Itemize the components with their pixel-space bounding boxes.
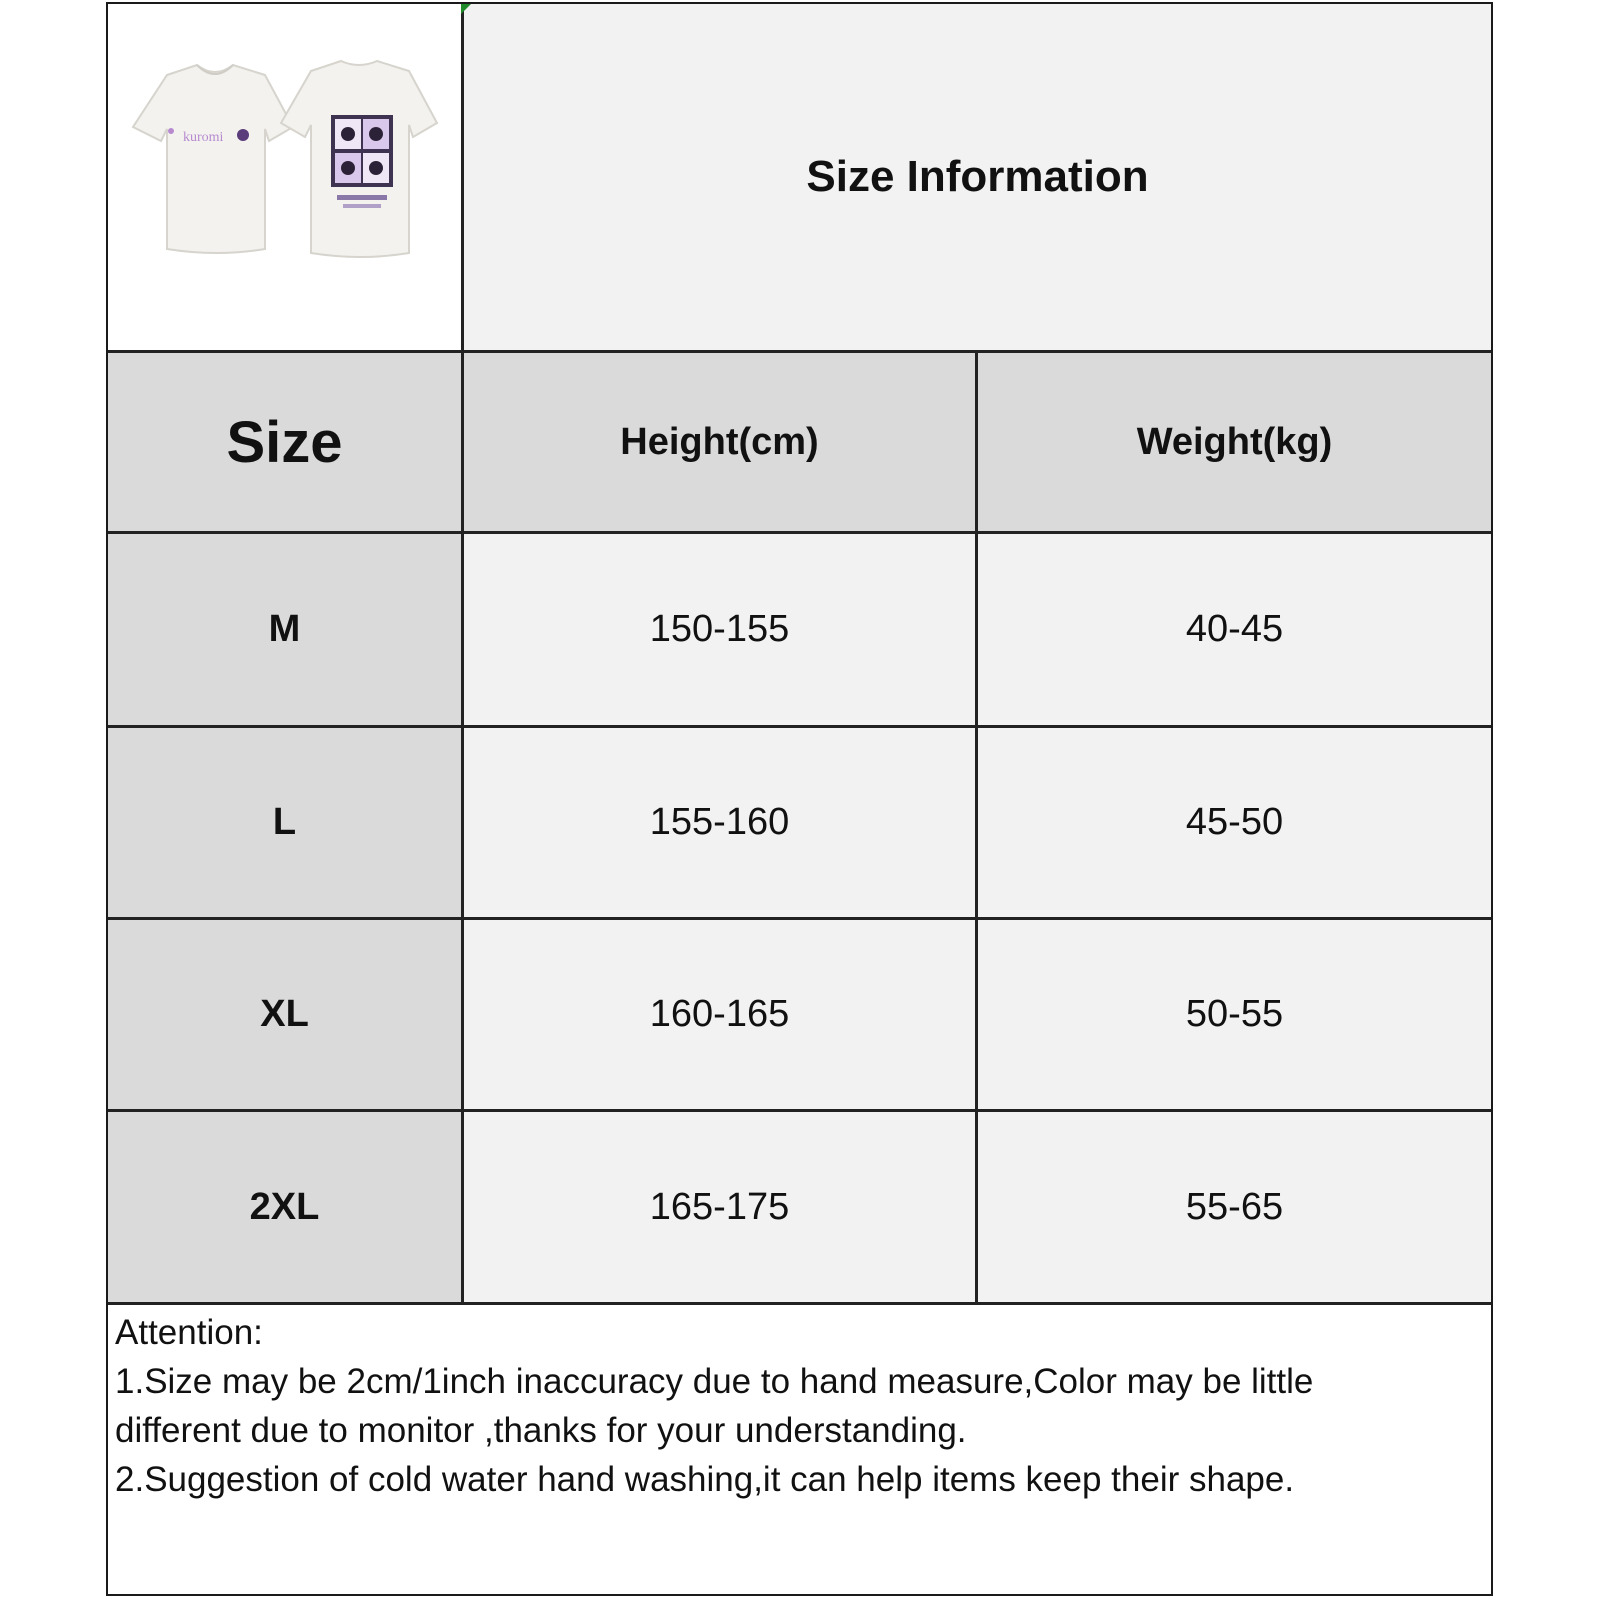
row-size-label: 2XL [108,1112,461,1302]
grid-line [108,1109,1491,1112]
row-height-value: 160-165 [464,920,975,1109]
grid-line [108,1302,1491,1305]
row-weight-value: 40-45 [978,534,1491,725]
attention-heading: Attention: [115,1313,263,1352]
row-height-value: 150-155 [464,534,975,725]
row-weight-value: 50-55 [978,920,1491,1109]
tshirt-front [133,65,293,253]
grid-line [975,351,978,1304]
front-print-text: kuromi [182,130,223,145]
grid-line [108,350,1491,353]
header-size: Size [108,353,461,531]
row-size-label: M [108,534,461,725]
attention-line: 1.Size may be 2cm/1inch inaccuracy due to hand measure,Color may be little [115,1362,1314,1401]
product-image-cell [108,4,461,350]
row-height-value: 155-160 [464,728,975,917]
cell-marker [461,4,471,14]
grid-line [108,531,1491,534]
tshirt-image [115,57,455,297]
attention-line: different due to monitor ,thanks for your understanding. [115,1411,967,1450]
row-height-value: 165-175 [464,1112,975,1302]
row-size-label: XL [108,920,461,1109]
grid-line [108,917,1491,920]
page-title: Size Information [464,4,1491,350]
attention-line: 2.Suggestion of cold water hand washing,it can help items keep their shape. [115,1460,1295,1499]
grid-line [108,725,1491,728]
row-size-label: L [108,728,461,917]
row-weight-value: 45-50 [978,728,1491,917]
header-height: Height(cm) [464,353,975,531]
attention-notes [115,1308,1485,1504]
tshirt-back [281,61,437,257]
row-weight-value: 55-65 [978,1112,1491,1302]
header-weight: Weight(kg) [978,353,1491,531]
